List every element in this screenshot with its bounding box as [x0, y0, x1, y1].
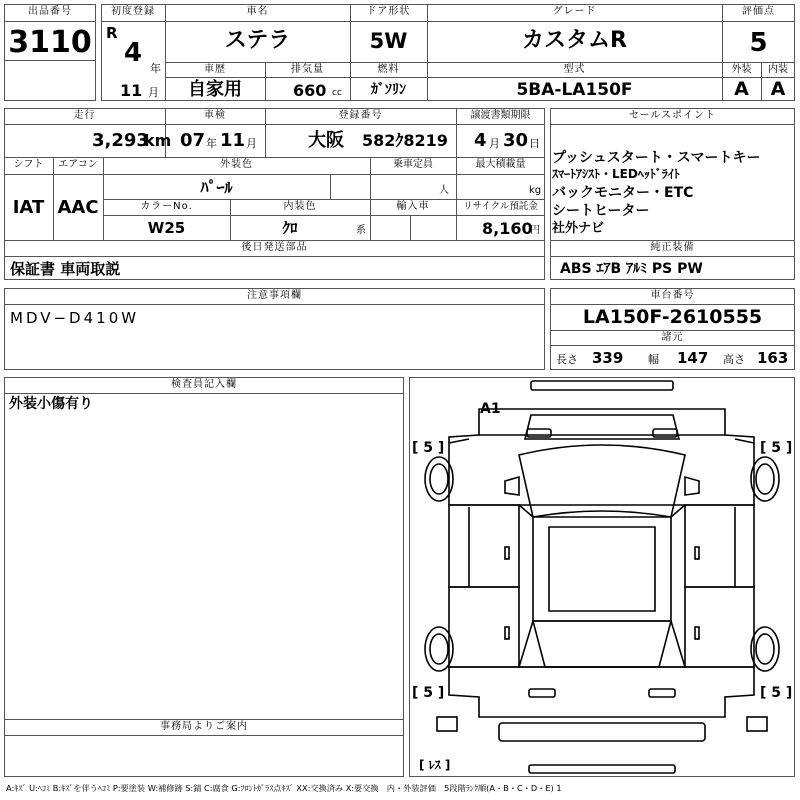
exterior-label: 外装	[731, 64, 752, 75]
sales-point-1: プッシュスタート・スマートキー	[552, 150, 761, 166]
later-parts: 保証書 車両取説	[10, 260, 121, 278]
notes-label: 注意事項欄	[247, 290, 302, 301]
recycle-label: リサイクル預託金	[463, 201, 538, 212]
capacity-unit: 人	[439, 185, 449, 196]
import-label: 輸入車	[396, 201, 430, 212]
history-label: 車歴	[204, 64, 226, 75]
reg-area: 大阪	[308, 130, 344, 151]
recycle: 8,160	[482, 219, 533, 238]
year-suffix: 年	[150, 62, 161, 75]
fuel-label: 燃料	[377, 64, 400, 75]
score: 5	[749, 28, 768, 58]
inspector-note: 外装小傷有り	[9, 396, 93, 412]
sales-point-2: ｽﾏｰﾄｱｼｽﾄ・LEDﾍｯﾄﾞﾗｲﾄ	[552, 167, 680, 181]
shift: IAT	[12, 197, 45, 218]
interior-label: 内装	[768, 64, 788, 75]
interior-score: A	[770, 78, 786, 100]
int-color: ｸﾛ	[282, 219, 298, 237]
inspection-month-suffix: 月	[246, 137, 257, 150]
inspection-label: 車検	[204, 110, 226, 121]
width: 147	[677, 349, 709, 367]
genuine-equip-label: 純正装備	[650, 242, 695, 253]
ext-color-label: 外装色	[220, 159, 253, 170]
legend: A:ｷｽﾞ U:ﾍｺﾐ B:ｷｽﾞを伴うﾍｺﾐ P:要塗装 W:補修跡 S:錆 C:腐食 G:ﾌﾛﾝﾄｶﾞﾗｽ点ｷｽﾞ XX:交換済み X:要交換 内・外装評価 5段階ﾗﾝｸ順(A・B・C・D・E) 1	[6, 783, 562, 793]
score-label: 評価点	[742, 6, 775, 17]
month-suffix: 月	[148, 86, 159, 99]
displacement: 660	[293, 81, 327, 100]
lot-number-label: 出品番号	[28, 6, 72, 17]
length: 339	[592, 349, 624, 367]
grade: カスタムR	[522, 28, 627, 53]
history: 自家用	[188, 79, 242, 100]
mileage: 3,293	[92, 130, 149, 151]
tire-rr: [ 5 ]	[760, 685, 793, 701]
color-no: W25	[147, 219, 186, 237]
door-type-label: ドア形状	[366, 6, 411, 17]
inspection-year-suffix: 年	[206, 137, 217, 150]
inspection-year: 07	[180, 130, 206, 151]
shift-label: シフト	[13, 159, 44, 170]
model-code-label: 型式	[563, 64, 586, 75]
inspector-box	[4, 377, 404, 777]
width-label: 幅	[648, 353, 659, 366]
max-load-label: 最大積載量	[475, 159, 526, 170]
model-code: 5BA-LA150F	[516, 80, 633, 100]
exterior-score: A	[734, 78, 749, 100]
capacity-label: 乗車定員	[393, 159, 433, 170]
displacement-label: 排気量	[291, 64, 324, 75]
mileage-unit: km	[144, 131, 172, 150]
ext-color: ﾊﾟｰﾙ	[200, 178, 233, 197]
reg-number-label: 登録番号	[338, 110, 383, 121]
deadline-day: 30	[503, 130, 529, 151]
deadline-day-unit: 日	[529, 137, 540, 150]
later-parts-label: 後日発送部品	[241, 242, 308, 253]
lot-number: 3110	[8, 25, 92, 60]
tire-rl: [ 5 ]	[412, 685, 445, 701]
deadline-label: 譲渡書類期限	[470, 110, 531, 121]
reg-number: 582ｸ8219	[362, 131, 448, 150]
chassis-no: LA150F-2610555	[582, 306, 763, 328]
aircon-label: エアコン	[58, 159, 98, 170]
era: R	[106, 24, 118, 42]
car-name-label: 車名	[246, 6, 269, 17]
length-label: 長さ	[556, 353, 578, 366]
deadline-month-unit: 月	[489, 137, 500, 150]
height: 163	[757, 349, 789, 367]
height-label: 高さ	[723, 353, 745, 366]
sales-point-5: 社外ナビ	[552, 221, 605, 236]
grade-label: グレード	[552, 6, 597, 17]
cc-unit: cc	[332, 88, 342, 98]
spare-tire: [ ﾚｽ ]	[419, 758, 451, 772]
int-color-mark: 系	[356, 225, 366, 236]
notes: MDV−D410W	[10, 309, 140, 327]
aircon: AAC	[57, 197, 99, 218]
max-load-unit: kg	[529, 185, 542, 196]
int-color-label: 内装色	[283, 201, 317, 212]
sales-point-label: セールスポイント	[628, 110, 717, 121]
recycle-unit: 円	[530, 225, 540, 236]
color-no-label: カラーNo.	[140, 201, 193, 212]
damage-mark-a1: A1	[480, 401, 501, 417]
chassis-label: 車台番号	[650, 290, 695, 301]
specs-label: 諸元	[661, 332, 684, 343]
reg-month: 11	[120, 81, 143, 100]
genuine-equip: ABS ｴｱB ｱﾙﾐ PS PW	[560, 261, 703, 277]
car-name: ステラ	[224, 28, 291, 53]
fuel: ｶﾞｿﾘﾝ	[371, 82, 406, 98]
mileage-label: 走行	[73, 110, 96, 121]
reg-year: 4	[124, 38, 143, 68]
inspector-label: 検査員記入欄	[171, 379, 237, 390]
sales-point-4: シートヒーター	[552, 203, 650, 219]
tire-fr: [ 5 ]	[760, 440, 793, 456]
first-reg-label: 初度登録	[111, 6, 155, 17]
car-body-diagram	[409, 377, 795, 777]
deadline-month: 4	[474, 130, 487, 151]
inspection-month: 11	[220, 130, 246, 151]
tire-fl: [ 5 ]	[412, 440, 445, 456]
office-label: 事務局よりご案内	[160, 721, 248, 732]
sales-point-3: バックモニター・ETC	[552, 185, 694, 201]
door-type: 5W	[369, 29, 408, 53]
